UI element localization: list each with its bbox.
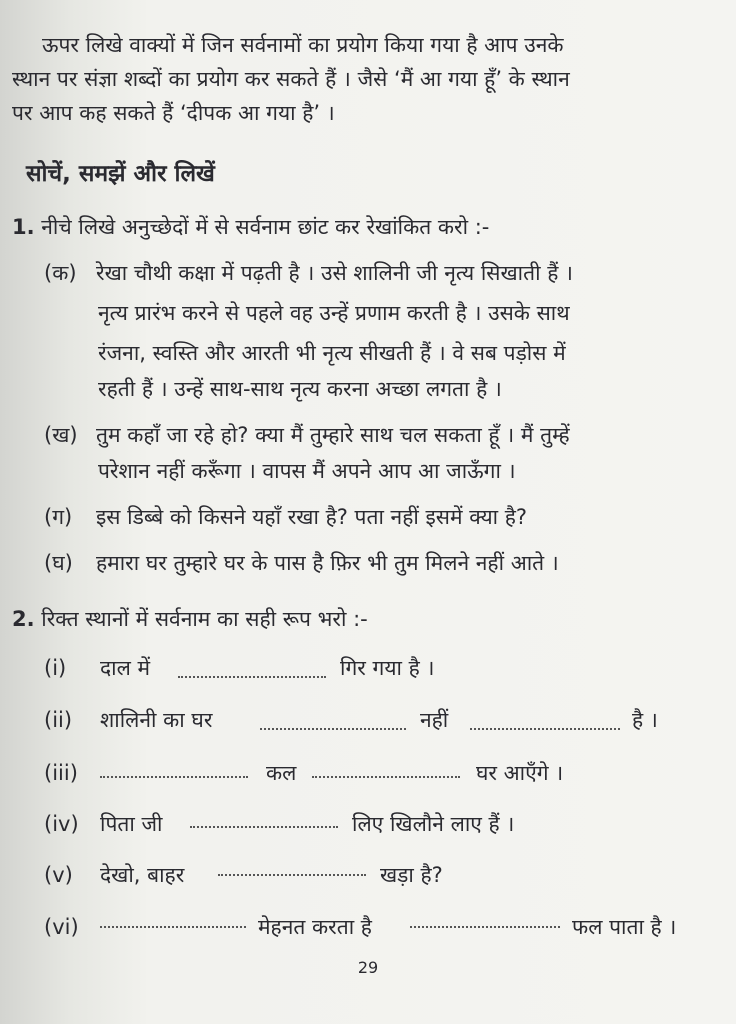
- fill-item-label: (i): [44, 656, 67, 680]
- item-text: हमारा घर तुम्हारे घर के पास है फ़िर भी तुम मिलने नहीं आते ।: [96, 551, 559, 575]
- item-text: इस डिब्बे को किसने यहाँ रखा है? पता नहीं इसमें क्या है?: [96, 505, 528, 529]
- item-label: (ग): [44, 505, 73, 529]
- item-label: (घ): [44, 551, 73, 575]
- q1-item-gha: [44, 548, 559, 578]
- fill-item-label: (iii): [44, 761, 78, 785]
- fill-item-text: शालिनी का घर: [100, 708, 213, 732]
- fill-item-label: (iv): [44, 812, 79, 836]
- fill-item-text: खड़ा है?: [380, 863, 443, 887]
- item-label: (ख): [44, 423, 78, 447]
- section-heading: सोचें, समझें और लिखें: [26, 161, 215, 187]
- fill-item-text: गिर गया है ।: [340, 656, 435, 680]
- fill-item-label: (v): [44, 863, 73, 887]
- fill-item-text: मेहनत करता है: [258, 915, 372, 939]
- question-number: 1.: [12, 215, 35, 239]
- item-text: रेखा चौथी कक्षा में पढ़ती है । उसे शालिनी जी नृत्य सिखाती हैं ।: [96, 261, 573, 285]
- question-number: 2.: [12, 607, 35, 631]
- blank-line[interactable]: [312, 762, 460, 778]
- fill-item-text: लिए खिलौने लाए हैं ।: [352, 812, 515, 836]
- blank-line[interactable]: [178, 662, 326, 678]
- fill-item-text: दाल में: [100, 656, 151, 680]
- q1-item-ka: [44, 258, 573, 288]
- fill-item-text: कल: [266, 761, 297, 785]
- item-text: रंजना, स्वस्ति और आरती भी नृत्य सीखती हैं । वे सब पड़ोस में: [98, 341, 566, 365]
- item-label: (क): [44, 261, 77, 285]
- intro-line: स्थान पर संज्ञा शब्दों का प्रयोग कर सकते हैं । जैसे ‘मैं आ गया हूँ’ के स्थान: [12, 67, 570, 91]
- fill-item-text: फल पाता है ।: [572, 915, 677, 939]
- item-text: रहती हैं । उन्हें साथ-साथ नृत्य करना अच्छा लगता है ।: [98, 377, 502, 401]
- page-number: 29: [357, 958, 379, 977]
- fill-item-label: (vi): [44, 915, 79, 939]
- blank-line[interactable]: [190, 812, 338, 828]
- fill-item-text: नहीं: [420, 708, 449, 732]
- fill-item-text: पिता जी: [100, 812, 163, 836]
- intro-line: पर आप कह सकते हैं ‘दीपक आ गया है’ ।: [12, 101, 335, 125]
- q1-item-ga: [44, 502, 527, 532]
- question-text: रिक्त स्थानों में सर्वनाम का सही रूप भरो :-: [41, 607, 368, 631]
- item-text: नृत्य प्रारंभ करने से पहले वह उन्हें प्रणाम करती है । उसके साथ: [98, 301, 570, 325]
- blank-line[interactable]: [260, 714, 406, 730]
- fill-item-text: है ।: [632, 708, 658, 732]
- question-2: [12, 604, 368, 634]
- blank-line[interactable]: [100, 912, 246, 928]
- item-text: परेशान नहीं करूँगा । वापस मैं अपने आप आ जाऊँगा ।: [98, 459, 516, 483]
- question-1: [12, 212, 489, 242]
- blank-line[interactable]: [410, 912, 560, 928]
- intro-line: ऊपर लिखे वाक्यों में जिन सर्वनामों का प्रयोग किया गया है आप उनके: [42, 33, 564, 57]
- blank-line[interactable]: [218, 860, 366, 876]
- q1-item-kha: [44, 420, 570, 450]
- fill-item-text: देखो, बाहर: [100, 863, 185, 887]
- fill-item-text: घर आएँगे ।: [476, 761, 564, 785]
- item-text: तुम कहाँ जा रहे हो? क्या मैं तुम्हारे साथ चल सकता हूँ । मैं तुम्हें: [96, 423, 570, 447]
- blank-line[interactable]: [100, 762, 248, 778]
- question-text: नीचे लिखे अनुच्छेदों में से सर्वनाम छांट कर रेखांकित करो :-: [41, 215, 490, 239]
- fill-item-label: (ii): [44, 708, 73, 732]
- blank-line[interactable]: [470, 714, 620, 730]
